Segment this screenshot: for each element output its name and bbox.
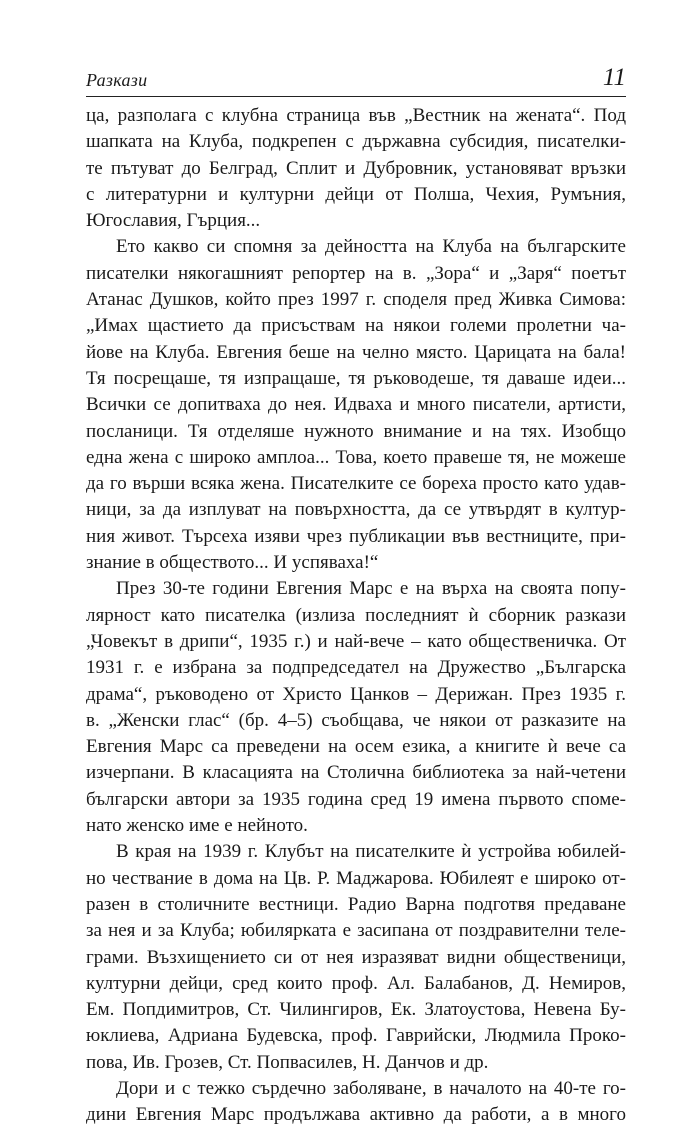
text-line: Атанас Душков, който през 1997 г. споделя пред Живка Симова: [86,289,626,311]
text-line: нато женско име е нейното. [86,815,308,837]
text-line: В края на 1939 г. Клубът на писателките ѝ устройва юбилей- [116,841,626,863]
text-line: културни дейци, сред които проф. Ал. Балабанов, Д. Немиров, [86,972,626,994]
text-line: 1931 г. е избрана за подпредседател на Дружество „Българска [86,657,626,679]
text-line: но чествание в дома на Цв. Р. Маджарова. Юбилеят е широко от- [86,867,626,889]
text-line: ния живот. Търсеха изяви чрез публикации във вестниците, при- [86,525,626,547]
text-line: знание в обществото... И успяваха!“ [86,552,379,574]
text-line: една жена с широко амплоа... Това, което правеше тя, не можеше [86,446,626,468]
text-line: лярност като писателка (излиза последният ѝ сборник разкази [86,604,626,626]
text-line: те пътуват до Белград, Сплит и Дубровник, установяват връзки [86,157,626,179]
text-line: пова, Ив. Грозев, Ст. Попвасилев, Н. Данчов и др. [86,1051,489,1073]
text-line: ници, за да изплуват на повърхността, да се утвърдят в култур- [86,499,626,521]
text-line: за нея и за Клуба; юбилярката е засипана от поздравителни теле- [86,920,626,942]
text-line: разен в столичните вестници. Радио Варна подготвя предаване [86,893,626,915]
text-line: Ето какво си спомня за дейността на Клуба на българските [116,236,626,258]
text-line: Дори и с тежко сърдечно заболяване, в началото на 40-те го- [116,1077,626,1099]
running-header-title: Разкази [86,70,148,90]
page-number: 11 [602,64,626,91]
text-line: грами. Възхищението си от нея изразяват видни общественици, [86,946,626,968]
text-line: да го върши всяка жена. Писателките се бореха просто като удав- [86,473,626,495]
text-line: изчерпани. В класацията на Столична библиотека за най-четени [86,762,626,784]
running-header [86,64,626,94]
text-line: ца, разполага с клубна страница във „Вестник на жената“. Под [86,105,626,126]
text-line: Ем. Попдимитров, Ст. Чилингиров, Ек. Златоустова, Невена Бу- [86,999,626,1021]
body-text [86,103,626,1129]
text-line: посланици. Тя отделяше нужното внимание и на тях. Изобщо [86,420,626,442]
text-line: Евгения Марс са преведени на осем езика, а книгите ѝ вече са [86,736,626,758]
text-line: български автори за 1935 година сред 19 имена първото споме- [86,788,626,810]
text-line: Всички се допитваха до нея. Идваха и много писатели, артисти, [86,394,626,416]
text-line: писателки някогашният репортер на в. „Зора“ и „Заря“ поетът [86,262,626,284]
header-rule [86,96,626,97]
text-line: драма“, ръководено от Христо Цанков – Дерижан. През 1935 г. [86,683,626,705]
text-line: През 30-те години Евгения Марс е на върха на своята попу- [116,578,626,600]
text-line: с литературни и културни дейци от Полша, Чехия, Румъния, [86,183,626,205]
text-line: юклиева, Адриана Будевска, проф. Гаврийски, Людмила Проко- [86,1025,626,1047]
text-line: дини Евгения Марс продължава активно да работи, а в много [86,1104,626,1126]
text-line: „Човекът в дрипи“, 1935 г.) и най-вече – като общественичка. От [86,630,626,652]
text-line: Югославия, Гърция... [86,210,261,232]
text-line: йове на Клуба. Евгения беше на челно място. Царицата на бала! [86,341,626,363]
text-line: „Имах щастието да присъствам на някои големи пролетни ча- [86,315,626,337]
text-line: шапката на Клуба, подкрепен с държавна субсидия, писателки- [86,131,626,153]
book-page [86,0,626,1126]
text-line: Тя посрещаше, тя изпращаше, тя ръководеше, тя даваше идеи... [86,367,626,389]
text-line: в. „Женски глас“ (бр. 4–5) съобщава, че някои от разказите на [86,709,626,731]
